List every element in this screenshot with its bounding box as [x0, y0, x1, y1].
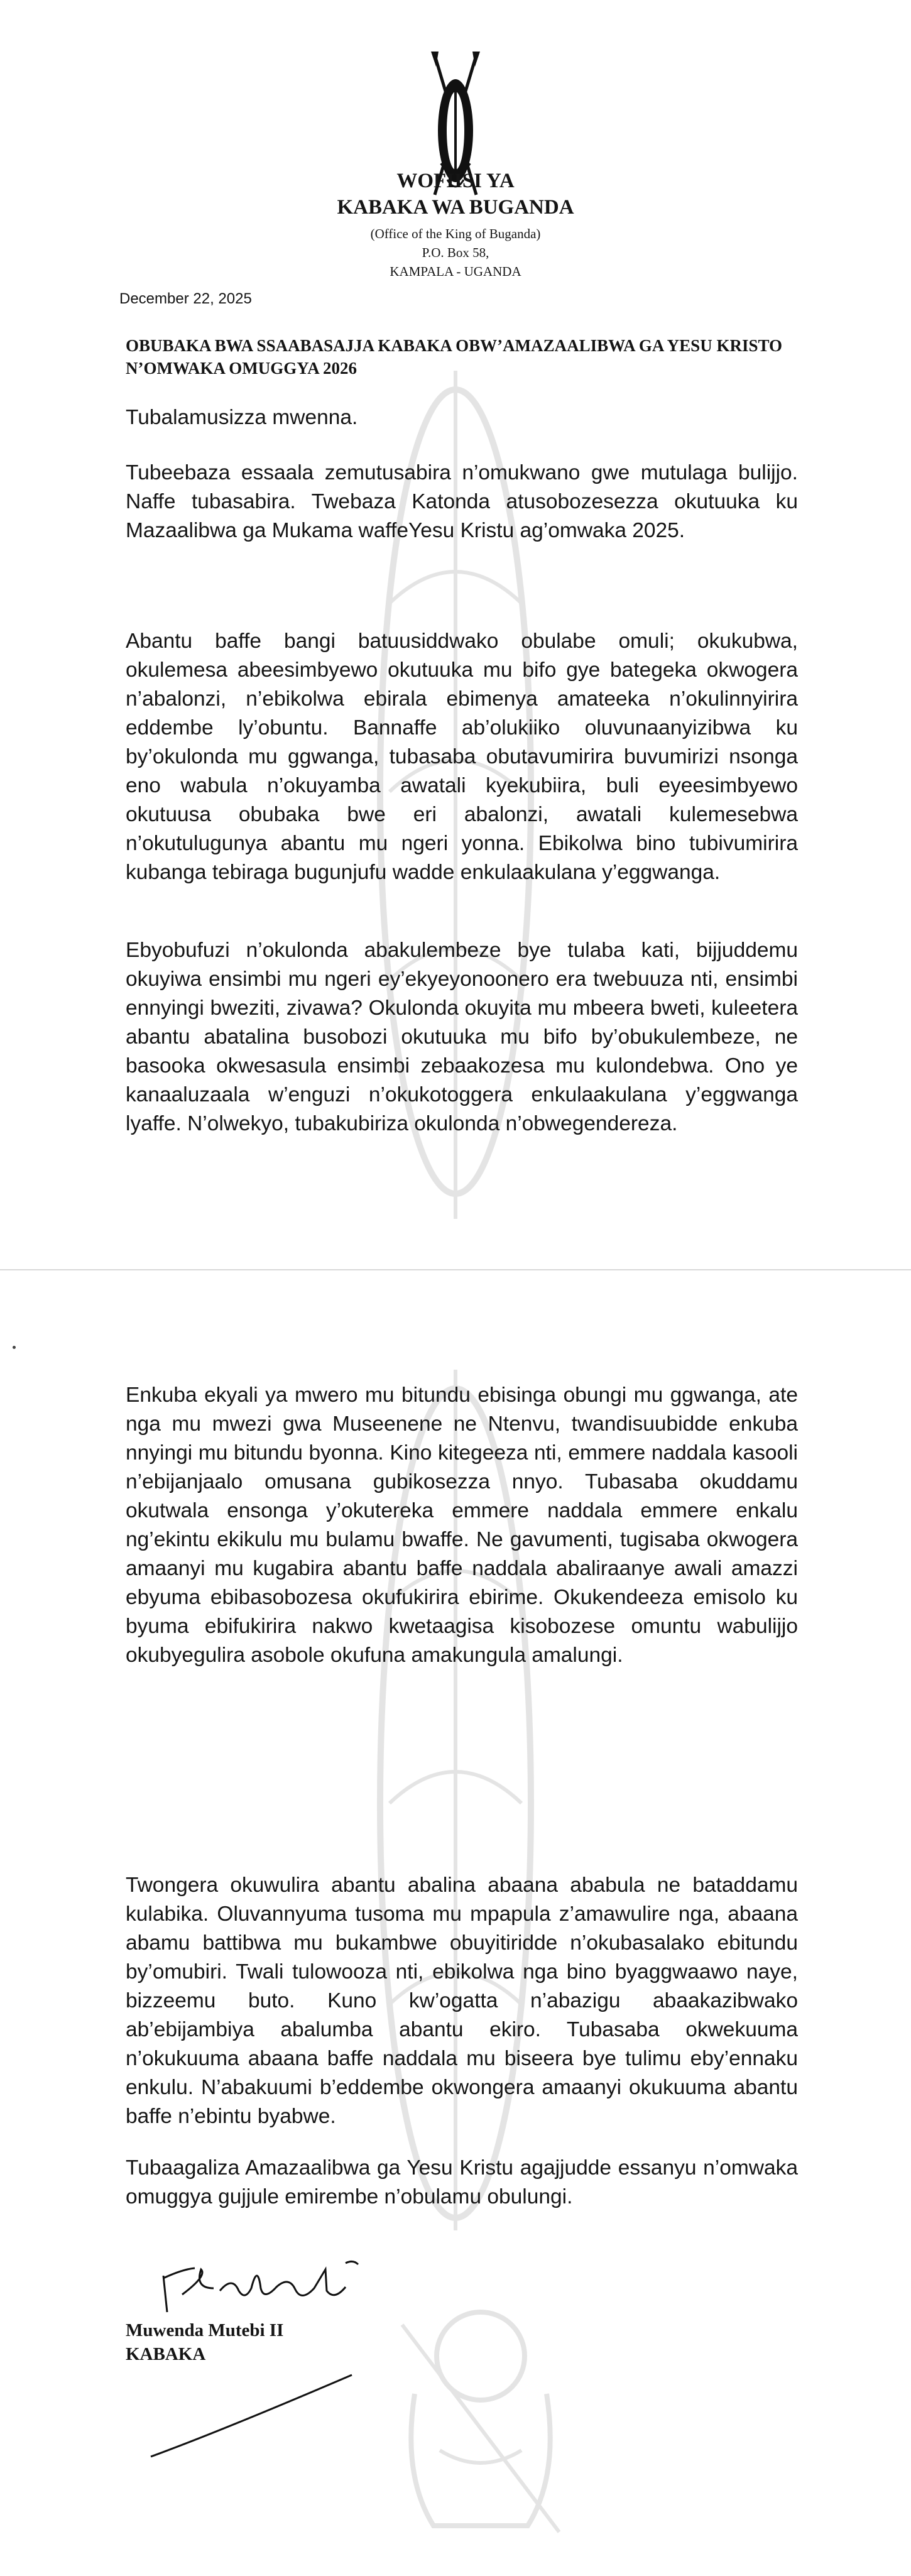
paragraph-5: [126, 1871, 798, 2131]
paragraph-text: Abantu baffe bangi batuusiddwako obulabe omuli; okukubwa, okulemesa abeesimbyewo okutuuka mu bifo gye bategeka okwogera n’abalonzi, n’ebikolwa ebirala ebimenya amateeka n’okulinnyirira eddembe ly’obuntu. Bannaffe ab’olukiiko oluvunaanyizibwa ku by’okulonda mu ggwanga, tubasaba obutavumirira buvumirizi nsonga eno wabula n’okuyamba awatali kyekubiira, buli eyeesimbyewo okutuusa obubaka bwe eri abalonzi, awatali kulemesebwa n’okutulugunya abantu mu ngeri yonna. Ebikolwa bino tubivumirira kubanga tebiraga bugunjufu wadde enkulaakulana y’eggwanga.: [126, 630, 798, 884]
paragraph-6: [126, 2154, 798, 2212]
signatory-name: Muwenda Mutebi II: [126, 2320, 284, 2340]
signatory-title: KABAKA: [126, 2344, 206, 2364]
scan-speck: [13, 1346, 16, 1349]
po-box: P.O. Box 58,: [422, 245, 489, 260]
paragraph-text: Enkuba ekyali ya mwero mu bitundu ebisinga obungi mu ggwanga, ate nga mu mwezi gwa Museenene ne Ntenvu, twandisuubidde enkuba nnyingi mu bitundu byonna. Kino kitegeeza nti, emmere naddala kasooli n’ebijanjaalo omusana gubikosezza nnyo. Tubasaba okuddamu okutwala ensonga y’okutereka emmere naddala emmere enkalu ng’ekintu ekikulu mu bulamu bwaffe. Ne gavumenti, tugisaba okwogera amaanyi mu kugabira abantu baffe naddala abaliraanye awali amazzi ebyuma ebibasobozesa okufukirira ebirime. Okukendeeza emisolo ku byuma ebifukirira nakwo kwetaagisa kisobozese omuntu wabulijjo okubyegulira asobole okufuna amakungula amalungi.: [126, 1384, 798, 1667]
lion-watermark-icon: [377, 2287, 584, 2538]
signatory-block: [126, 2318, 283, 2366]
letter-date: December 22, 2025: [119, 290, 252, 307]
greeting-text: Tubalamusizza mwenna.: [126, 406, 358, 429]
greeting: [126, 403, 798, 432]
pen-stroke: [145, 2369, 358, 2463]
handwritten-signature: [157, 2251, 396, 2326]
paragraph-text: Tubeebaza essaala zemutusabira n’omukwano gwe mutulaga bulijjo. Naffe tubasabira. Twebaza Katonda atusobozesezza okutuuka ku Mazaalibwa ga Mukama waffeYesu Kristu ag’omwaka 2025.: [126, 461, 798, 542]
paragraph-text: Ebyobufuzi n’okulonda abakulembeze bye tulaba kati, bijjuddemu okuyiwa ensimbi mu ngeri ey’ekyeyonoonero era twebuuza nti, ensimbi ennyingi bweziti, zivawa? Okulonda okuyita mu mbeera bweti, kuleetera abantu abatalina busobozi okutuuka mu bifo by’obukulembeze, ne basooka okwesasula ensimbi zebaakozesa mu kulondebwa. Ono ye kanaaluzaala w’enguzi n’okukotoggera enkulaakulana y’eggwanga lyaffe. N’olwekyo, tubakubiriza okulonda n’obwegendereza.: [126, 939, 798, 1135]
paragraph-2: [126, 627, 798, 887]
office-english-name: (Office of the King of Buganda): [370, 226, 541, 241]
city-country: KAMPALA - UGANDA: [390, 264, 521, 279]
paragraph-text: Twongera okuwulira abantu abalina abaana ababula ne bataddamu kulabika. Oluvannyuma tusoma mu mpapula z’amawulire nga, abaana abamu battibwa mu bukambwe obuyitiridde n’okubasalako ebitundu by’omubiri. Twali tulowooza nti, ebikolwa nga bino byaggwaawo naye, bizzeemu buto. Kuno kw’ogatta n’abazigu abaakazibwako ab’ebijambiya abalumba abantu ekiro. Tubasaba okwekuuma n’okukuuma abaana baffe naddala mu biseera bye tulimu eby’ennaku enkulu. N’abakuumi b’eddembe okwongera amaanyi okukuuma abantu baffe n’ebintu byabwe.: [126, 1874, 798, 2128]
paragraph-4: [126, 1381, 798, 1670]
paragraph-3: [126, 936, 798, 1138]
paragraph-text: Tubaagaliza Amazaalibwa ga Yesu Kristu agajjudde essanyu n’omwaka omuggya gujjule emirembe n’obulamu obulungi.: [126, 2156, 798, 2208]
letter-subject: OBUBAKA BWA SSAABASAJJA KABAKA OBW’AMAZAALIBWA GA YESU KRISTO N’OMWAKA OMUGGYA 2026: [126, 336, 782, 378]
letter-page-1: [0, 0, 911, 1269]
paragraph-1: [126, 459, 798, 545]
page-break: [0, 1269, 911, 1291]
office-name-line-2: KABAKA WA BUGANDA: [337, 196, 574, 219]
office-name-line-1: WOFIISI YA: [396, 170, 515, 192]
